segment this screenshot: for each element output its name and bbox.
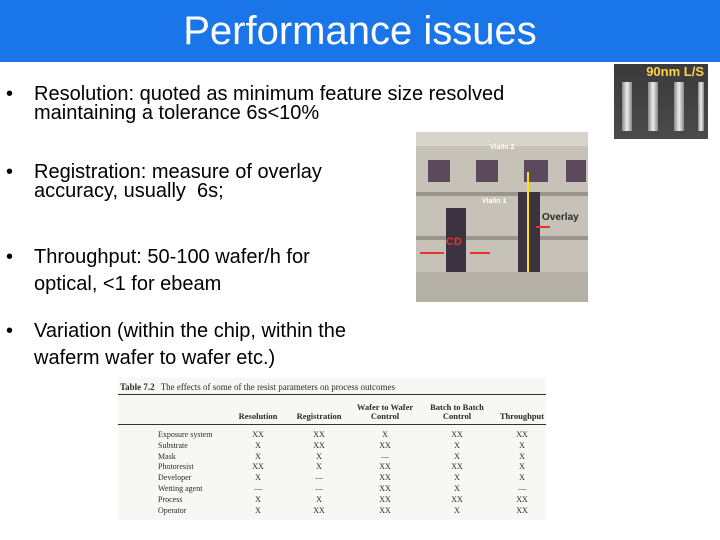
bullet-dot: • <box>6 83 14 105</box>
overlay-marker <box>527 172 529 272</box>
table-cell: — <box>315 484 323 493</box>
table-cell: X <box>519 440 525 450</box>
table-cell: X <box>454 451 460 461</box>
via2-label: Via/In 2 <box>490 144 515 151</box>
table-caption-text: The effects of some of the resist parameters on process outcomes <box>160 382 395 392</box>
bullet-text: Throughput: 50-100 wafer/h for optical, <1 for ebeam <box>34 246 310 295</box>
layer <box>416 236 588 240</box>
table-cell: — <box>254 484 262 493</box>
via-column <box>518 192 540 272</box>
table-cell: X <box>255 451 261 461</box>
cd-arrow <box>470 252 490 254</box>
bullet-text: Resolution: quoted as minimum feature size resolved maintaining a tolerance 6s<10% <box>34 83 505 124</box>
table-cell: XX <box>379 462 391 472</box>
table-cell: X <box>454 505 460 515</box>
sem-caption: 90nm L/S <box>646 64 704 79</box>
sem-line <box>674 82 684 131</box>
table-cell: X <box>316 451 322 461</box>
table-cell: XX <box>252 462 264 472</box>
column-header: Registration <box>296 411 342 421</box>
sem-line-space-image <box>614 64 708 139</box>
cd-label: CD <box>446 236 462 248</box>
resist-parameters-table <box>118 378 546 520</box>
table-cell: X <box>519 473 525 483</box>
table-caption-number: Table 7.2 <box>120 382 155 392</box>
table-cell: — <box>518 484 526 493</box>
table-rule <box>118 424 546 425</box>
table-row-label: Photoresist <box>158 462 194 472</box>
table-caption <box>120 382 395 392</box>
cross-section-image <box>416 132 588 302</box>
via1-label: Via/In 1 <box>482 198 507 205</box>
table-cell: XX <box>516 430 528 439</box>
table-row-label: Operator <box>158 505 187 515</box>
table-cell: XX <box>379 494 391 504</box>
metal-pad <box>566 160 586 182</box>
table-cell: XX <box>451 462 463 472</box>
bullet-dot: • <box>6 161 14 183</box>
overlay-label: Overlay <box>542 212 579 223</box>
table-cell: XX <box>379 484 391 493</box>
table-cell: X <box>382 430 388 439</box>
table-cell: XX <box>252 430 264 439</box>
column-header: Batch to Batch Control <box>430 402 484 421</box>
column-header: Throughput <box>499 411 545 421</box>
table-cell: XX <box>313 430 325 439</box>
table-row-label: Wetting agent <box>158 484 203 493</box>
table-cell: XX <box>379 505 391 515</box>
table-row-label: Process <box>158 494 183 504</box>
table-cell: X <box>316 462 322 472</box>
table-cell: X <box>454 440 460 450</box>
slide-title: Performance issues <box>183 9 537 53</box>
table-row-label: Substrate <box>158 440 188 450</box>
table-cell: X <box>255 494 261 504</box>
bullet-dot: • <box>6 246 14 268</box>
table-cell: — <box>315 473 323 483</box>
table-cell: XX <box>451 494 463 504</box>
table-rule <box>118 394 546 395</box>
metal-pad <box>428 160 450 182</box>
table-cell: XX <box>516 494 528 504</box>
column-header: Wafer to Wafer Control <box>356 402 414 421</box>
table-row-label: Exposure system <box>158 430 213 439</box>
table-cell: X <box>316 494 322 504</box>
table-cell: X <box>454 473 460 483</box>
overlay-arrow <box>536 226 550 228</box>
bullet-dot: • <box>6 320 14 342</box>
table-cell: XX <box>313 505 325 515</box>
table-row-label: Developer <box>158 473 192 483</box>
table-cell: — <box>381 451 389 461</box>
table-cell: X <box>255 505 261 515</box>
table-cell: X <box>255 473 261 483</box>
table-cell: XX <box>313 440 325 450</box>
table-cell: XX <box>379 473 391 483</box>
column-header: Resolution <box>238 411 278 421</box>
table-row-label: Mask <box>158 451 176 461</box>
table-cell: XX <box>516 505 528 515</box>
table-cell: X <box>519 462 525 472</box>
cd-arrow <box>420 252 444 254</box>
metal-pad <box>476 160 498 182</box>
bullet-text: Registration: measure of overlay accuracy, usually 6s; <box>34 161 322 202</box>
sem-lines <box>618 82 704 131</box>
table-cell: XX <box>451 430 463 439</box>
table-cell: XX <box>379 440 391 450</box>
layer <box>416 192 588 196</box>
sem-line <box>622 82 632 131</box>
sem-line <box>698 82 704 131</box>
bullet-text: Variation (within the chip, within the waferm wafer to wafer etc.) <box>34 320 347 369</box>
layer <box>416 272 588 302</box>
table-cell: X <box>255 440 261 450</box>
table-cell: X <box>454 484 460 493</box>
sem-line <box>648 82 658 131</box>
table-cell: X <box>519 451 525 461</box>
